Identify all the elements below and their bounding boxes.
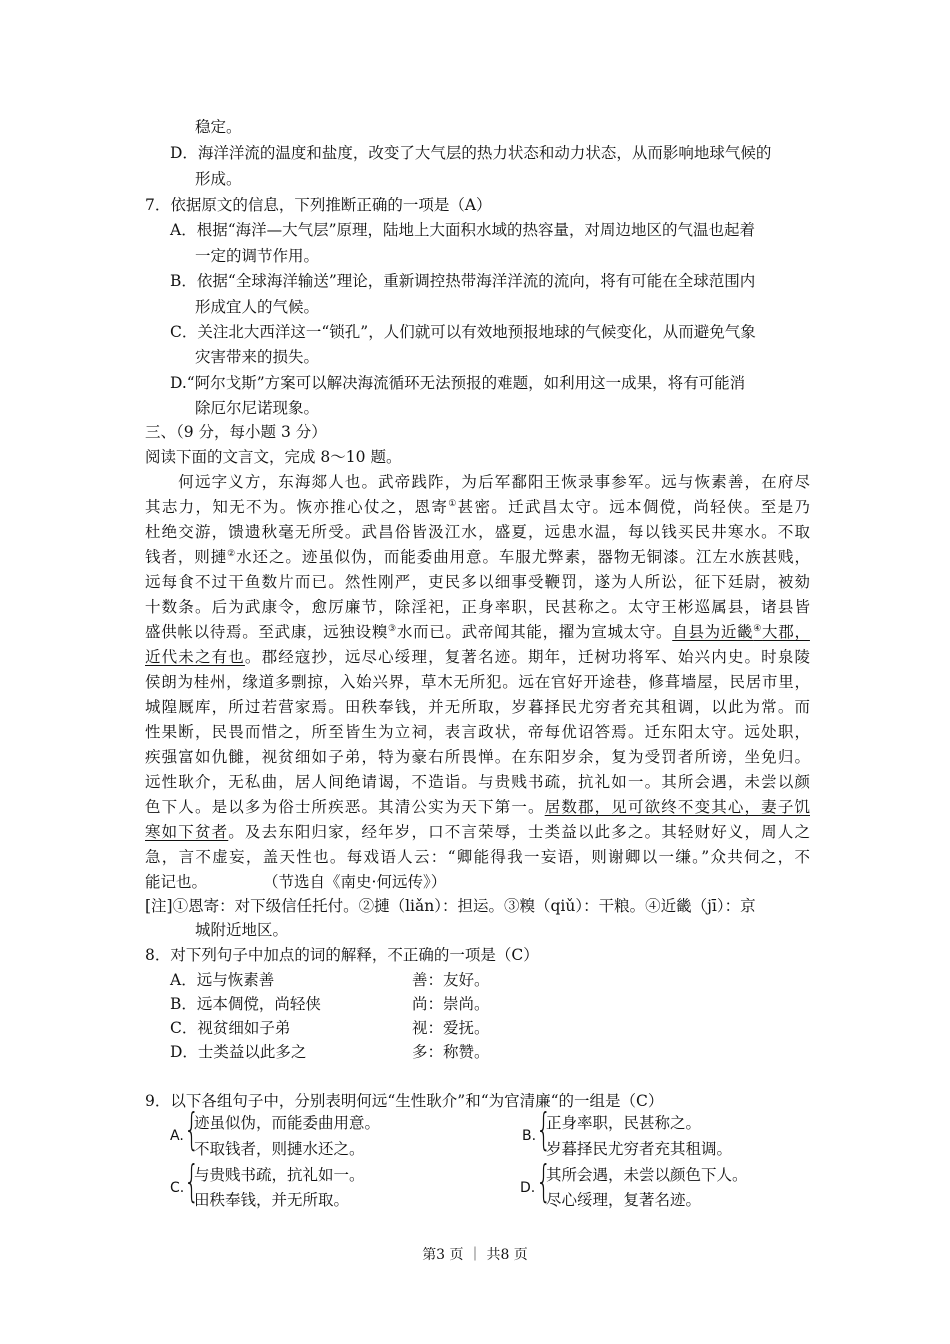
annotation-note: [注]①恩寄：对下级信任托付。②摙（liǎn）：担运。③糗（qiǔ）：干粮。④近畿（jī）：京 [145,897,756,915]
option-a-q9-label: A. [170,1128,184,1144]
option-a-q9-sentence-1: 迹虽似伪，而能委曲用意。 [194,1114,381,1132]
passage-line: 能记也。 （节选自《南史·何远传》） [145,873,447,891]
passage-line: 急，言不虚妄，盖天性也。每戏语人云：“卿能得我一妄语，则谢卿以一缣。”众共伺之，不 [145,848,810,866]
text-line: 除厄尔尼诺现象。 [195,399,320,417]
passage-line: 远性耿介，无私曲，居人间绝请谒，不造诣。与贵贱书疏，抗礼如一。其所会遇，未尝以颜 [145,773,810,791]
option-d-q6: D．海洋洋流的温度和盐度，改变了大气层的热力状态和动力状态，从而影响地球气候的 [170,144,772,162]
option-d-q9-sentence-1: 其所会遇，未尝以颜色下人。 [546,1166,748,1184]
text-line: 一定的调节作用。 [195,247,320,265]
underlined-sentence: 近代未之有也 [145,648,245,666]
question-9-stem: 9．以下各组句子中，分别表明何远“生性耿介”和“为官清廉“的一组是（C） [145,1092,664,1110]
passage-line: 钱者，则摙②水还之。迹虽似伪，而能委曲用意。车服尤弊素，器物无铜漆。江左水族甚贱， [145,548,810,566]
option-d-q7: D.“阿尔戈斯”方案可以解决海流循环无法预报的难题，如利用这一成果，将有可能消 [170,374,746,392]
option-d-q9-label: D. [520,1180,536,1196]
option-b-q9-label: B. [522,1128,537,1144]
reading-instruction: 阅读下面的文言文，完成 8～10 题。 [145,448,402,466]
passage-line: 何远字义方，东海郯人也。武帝践阼，为后军鄱阳王恢录事参军。远与恢素善，在府尽 [145,473,810,491]
option-d-q8: D．士类益以此多之 [170,1043,307,1061]
option-a-q8: A．远与恢素善 [170,971,275,989]
option-c-q9-sentence-2: 田秩奉钱，并无所取。 [194,1191,350,1209]
passage-line: 近代未之有也。郡经寇抄，远尽心绥理，复著名迹。期年，迁树功将军、始兴内史。时泉陵 [145,648,810,666]
question-7-stem: 7．依据原文的信息，下列推断正确的一项是（A） [145,196,492,214]
brace-icon: { [184,1156,200,1207]
passage-line: 城隍厩库，所过若营家焉。田秩奉钱，并无所取，岁暮择民尤穷者充其租调，以此为常。而 [145,698,810,716]
option-a-q7: A．根据“海洋—大气层”原理，陆地上大面积水域的热容量，对周边地区的气温也起着 [170,221,756,239]
option-b-q7: B．依据“全球海洋输送”理论，重新调控热带海洋洋流的流向，将有可能在全球范围内 [170,272,756,290]
option-d-q8-gloss: 多：称赞。 [412,1043,490,1061]
underlined-sentence: 居数郡，见可欲终不变其心，妻子饥 [544,798,810,816]
passage-line: 寒如下贫者。及去东阳归家，经年岁，口不言荣辱，士类益以此多之。其轻财好义，周人之 [145,823,810,841]
text-line: 稳定。 [195,118,242,136]
option-c-q7: C．关注北大西洋这一“锁孔”，人们就可以有效地预报地球的气候变化，从而避免气象 [170,323,756,341]
passage-line: 盛供帐以待焉。至武康，远独设糗③水而已。武帝闻其能，擢为宣城太守。自县为近畿④大郡， [145,623,810,641]
text-line: 形成宜人的气候。 [195,298,320,316]
annotation-note: 城附近地区。 [195,921,289,939]
underlined-sentence: 寒如下贫者 [145,823,229,841]
text-line: 灾害带来的损失。 [195,348,320,366]
text-line: 形成。 [195,170,242,188]
option-c-q8-gloss: 视：爱抚。 [412,1019,490,1037]
passage-line: 远每食不过干鱼数片而已。然性刚严，吏民多以细事受鞭罚，遂为人所讼，征下廷尉，被劾 [145,573,810,591]
option-b-q9-sentence-1: 正身率职，民甚称之。 [546,1114,702,1132]
passage-line: 色下人。是以多为俗士所疾恶。其清公实为天下第一。居数郡，见可欲终不变其心，妻子饥 [145,798,810,816]
option-c-q9-label: C. [170,1180,185,1196]
question-8-stem: 8．对下列句子中加点的词的解释，不正确的一项是（C） [145,946,539,964]
passage-line: 其志力，知无不为。恢亦推心仗之，恩寄①甚密。迁武昌太守。远本倜傥，尚轻侠。至是乃 [145,498,810,516]
brace-icon: { [536,1156,552,1207]
passage-line: 十数条。后为武康令，愈厉廉节，除淫祀，正身率职，民甚称之。太守王彬巡属县，诸县皆 [145,598,810,616]
passage-line: 性果断，民畏而惜之，所至皆生为立祠，表言政状，帝每优诏答焉。迁东阳太守。远处职， [145,723,810,741]
option-b-q9-sentence-2: 岁暮择民尤穷者充其租调。 [546,1140,733,1158]
brace-icon: { [536,1104,552,1155]
brace-icon: { [184,1104,200,1155]
option-b-q8: B．远本倜傥，尚轻侠 [170,995,321,1013]
option-b-q8-gloss: 尚：崇尚。 [412,995,490,1013]
source-citation: （节选自《南史·何远传》） [263,873,447,891]
option-a-q9-sentence-2: 不取钱者，则摙水还之。 [194,1140,365,1158]
option-d-q9-sentence-2: 尽心绥理，复著名迹。 [546,1191,702,1209]
passage-line: 侯朗为桂州，缘道多剽掠，入始兴界，草木无所犯。远在官好开途巷，修葺墙屋，民居市里， [145,673,810,691]
page-footer: 第3 页 ｜ 共8 页 [422,1247,528,1263]
underlined-sentence: 自县为近畿④大郡， [672,623,810,641]
passage-line: 疾强富如仇雠，视贫细如子弟，特为豪右所畏惮。在东阳岁余，复为受罚者所谤，坐免归。 [145,748,810,766]
option-a-q8-gloss: 善：友好。 [412,971,490,989]
option-c-q8: C．视贫细如子弟 [170,1019,291,1037]
section-three-heading: 三、（9 分，每小题 3 分） [145,423,327,441]
option-c-q9-sentence-1: 与贵贱书疏，抗礼如一。 [194,1166,365,1184]
passage-line: 杜绝交游，馈遗秋毫无所受。武昌俗皆汲江水，盛夏，远患水温，每以钱买民井寒水。不取 [145,523,810,541]
